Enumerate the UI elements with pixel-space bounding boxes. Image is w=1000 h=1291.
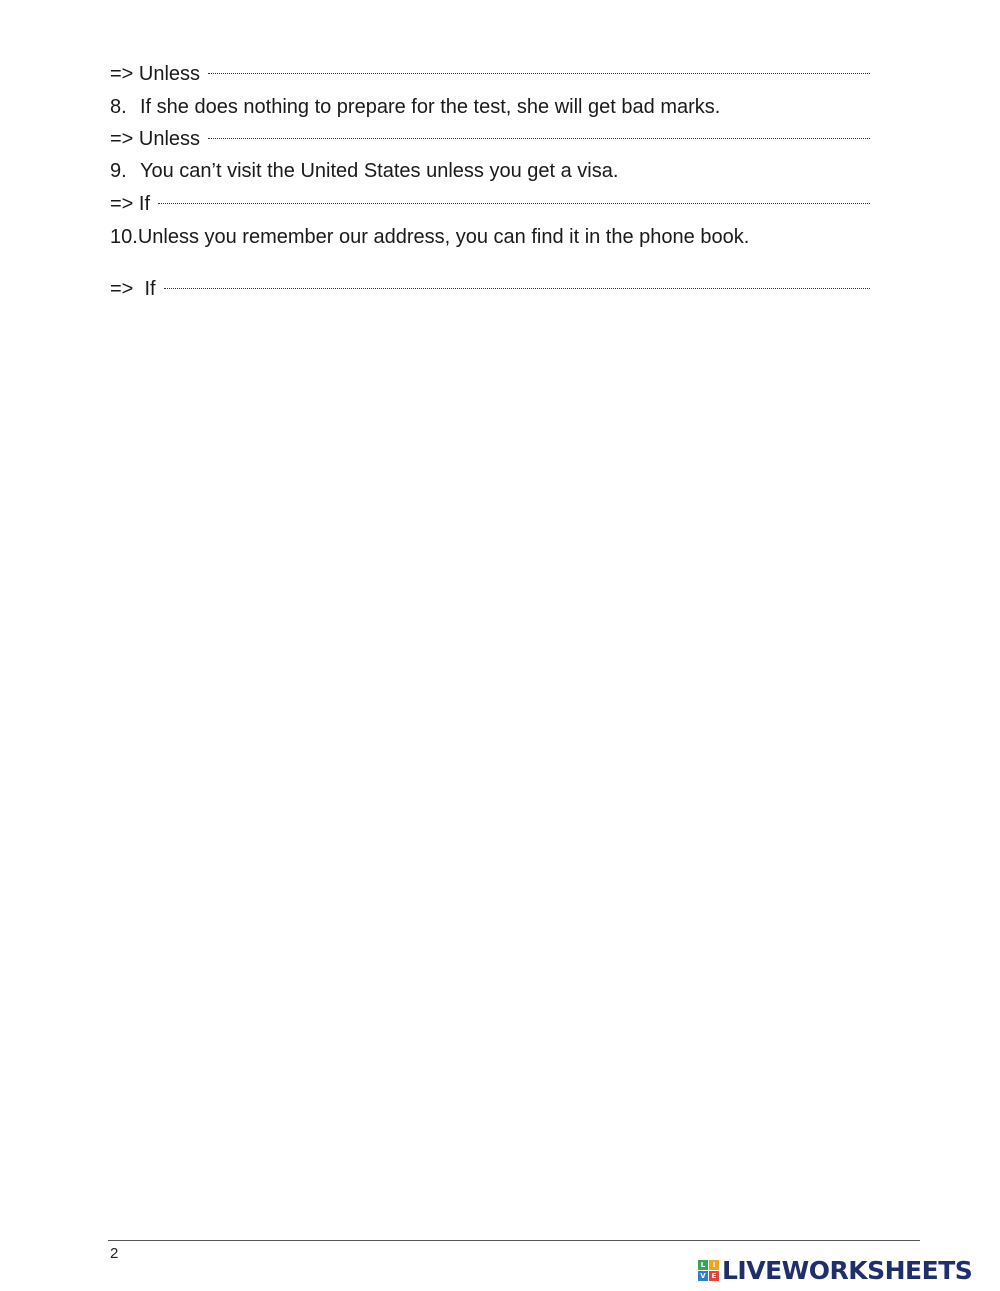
- footer-divider: [108, 1240, 920, 1241]
- answer-line-7: [110, 62, 870, 86]
- question-number: 10.: [110, 226, 138, 248]
- liveworksheets-logo: [698, 1256, 972, 1285]
- answer-input-10[interactable]: [164, 286, 870, 289]
- answer-line-8: [110, 127, 870, 151]
- answer-line-10: [110, 277, 870, 301]
- logo-block: E: [709, 1271, 719, 1281]
- answer-prefix: => Unless: [110, 63, 201, 85]
- answer-input-7[interactable]: [208, 71, 870, 74]
- answer-prefix: => Unless: [110, 128, 201, 150]
- answer-prefix: => If: [110, 278, 156, 300]
- question-text: Unless you remember our address, you can find it in the phone book.: [137, 226, 750, 248]
- logo-text: LIVEWORKSHEETS: [722, 1256, 973, 1285]
- logo-block: V: [698, 1271, 708, 1281]
- question-text: You can’t visit the United States unless you get a visa.: [140, 160, 619, 182]
- logo-blocks-icon: [698, 1260, 719, 1281]
- logo-block: I: [709, 1260, 719, 1270]
- question-number: 8.: [110, 96, 127, 118]
- answer-input-9[interactable]: [158, 201, 870, 204]
- question-number: 9.: [110, 160, 127, 182]
- logo-block: L: [698, 1260, 708, 1270]
- question-8: [110, 95, 870, 119]
- question-9: [110, 159, 870, 183]
- answer-line-9: [110, 192, 870, 216]
- answer-input-8[interactable]: [208, 136, 870, 139]
- page-number: 2: [110, 1245, 119, 1262]
- question-10: [110, 225, 870, 249]
- answer-prefix: => If: [110, 193, 151, 215]
- question-text: If she does nothing to prepare for the test, she will get bad marks.: [140, 96, 721, 118]
